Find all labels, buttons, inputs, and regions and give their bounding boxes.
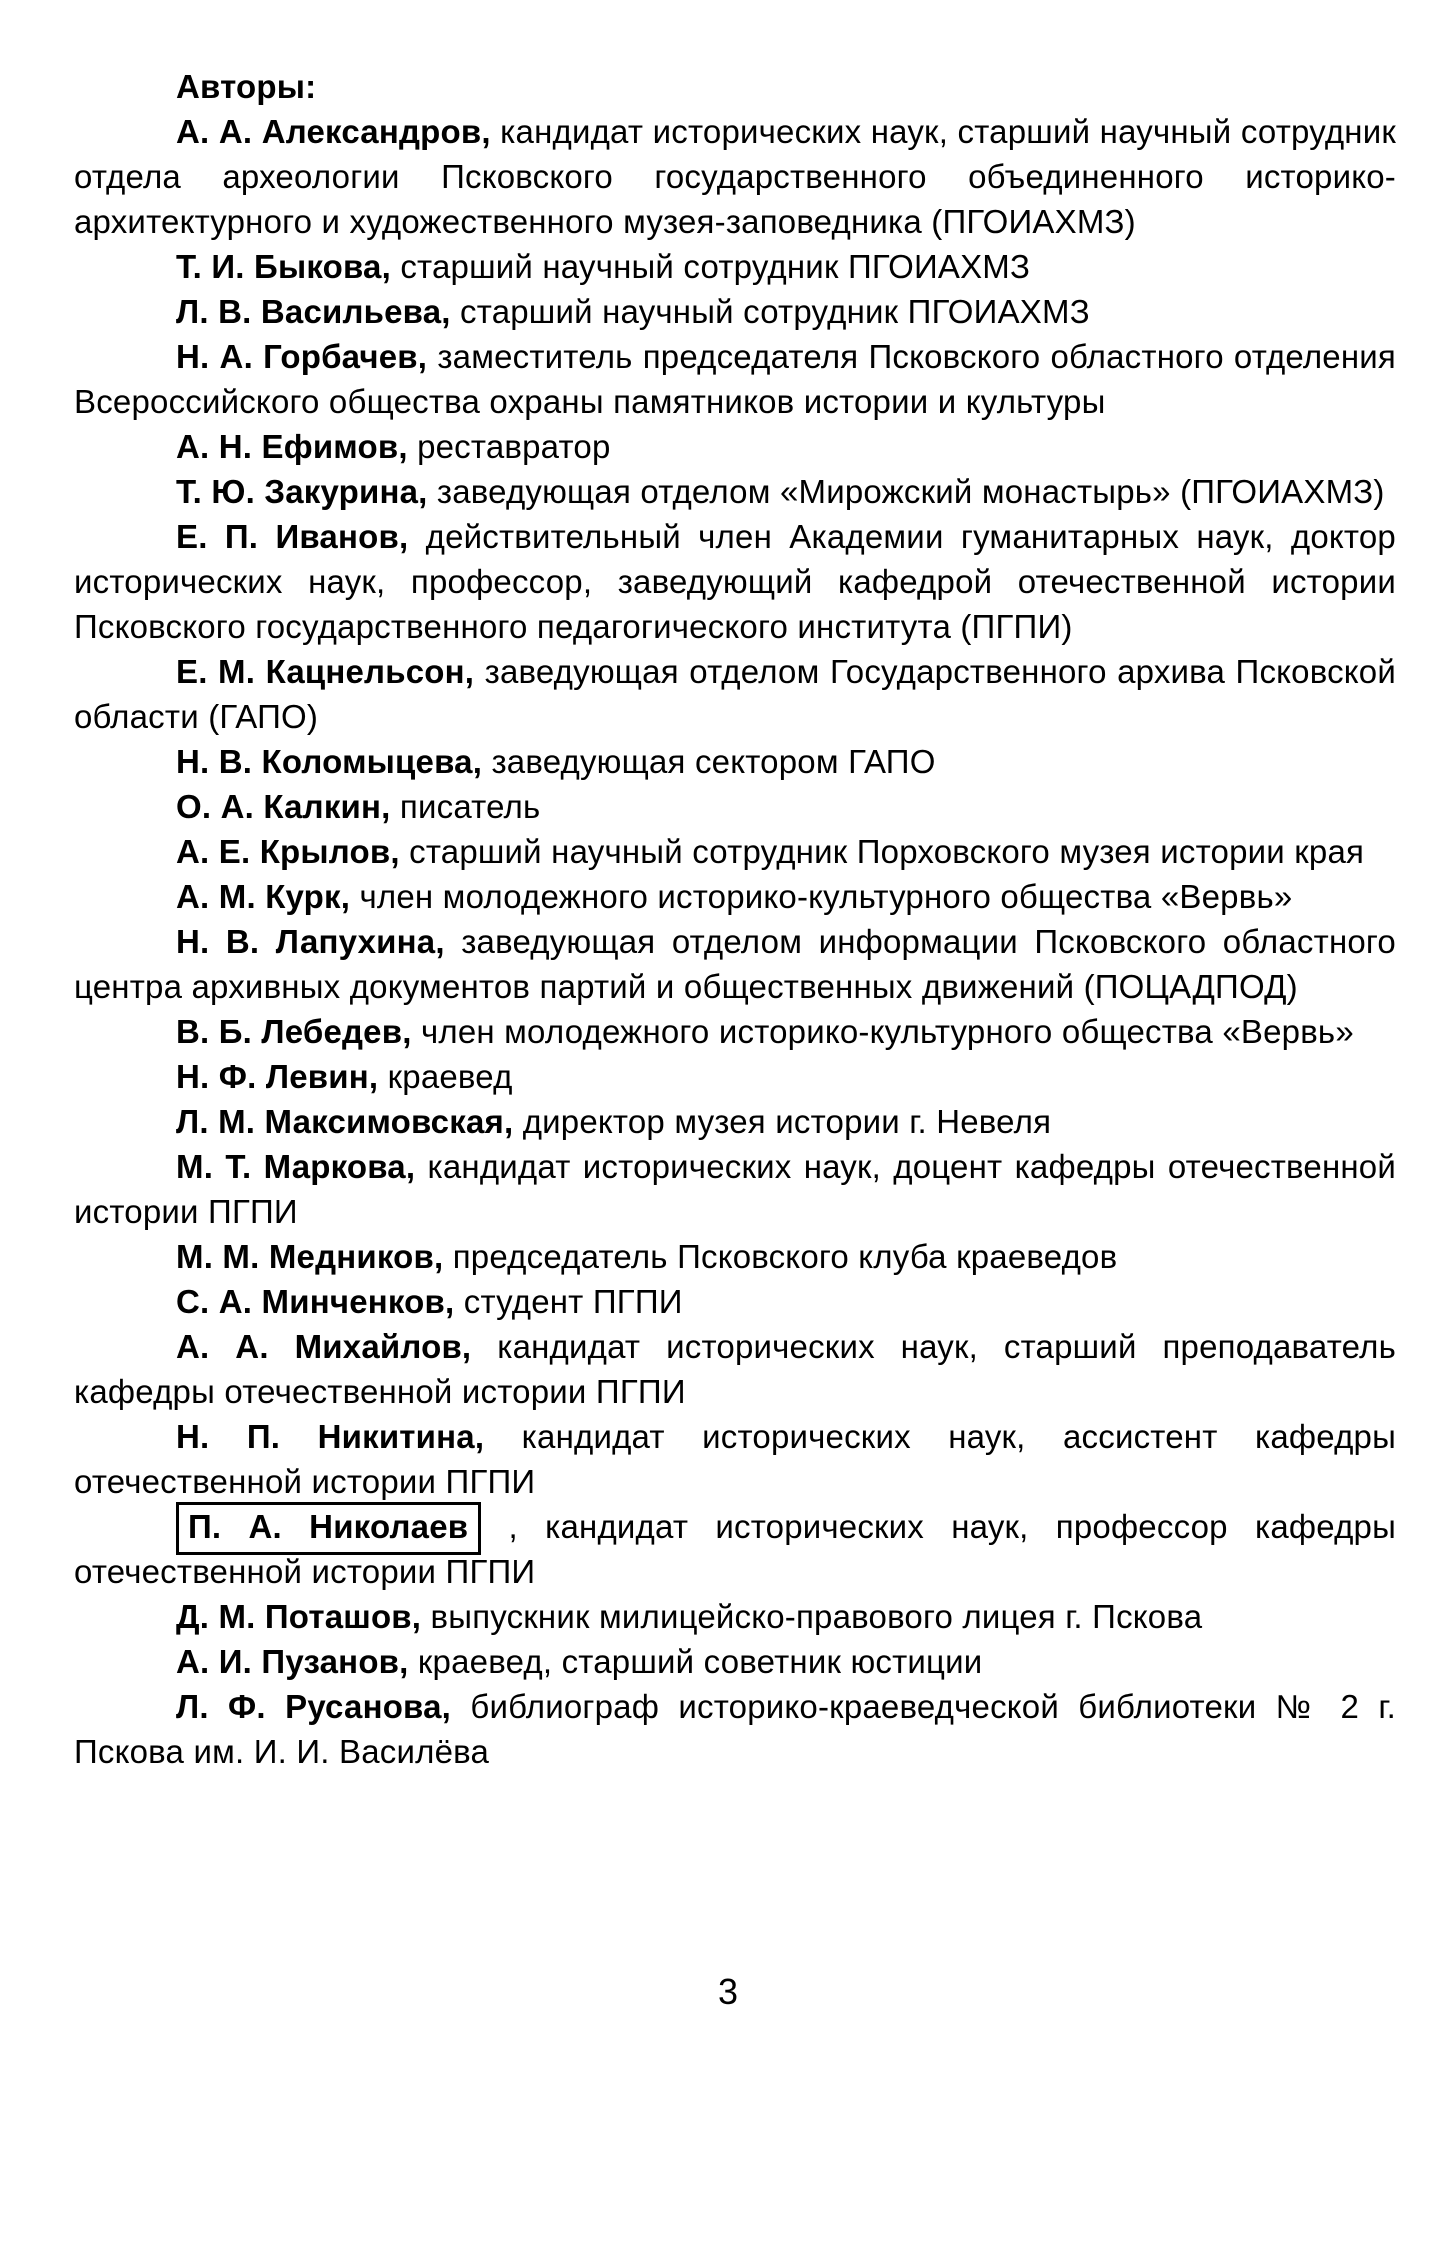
author-description: , кандидат исторических наук, профессор кафедры отечественной истории ПГПИ — [74, 1508, 1396, 1590]
author-description: заведующая сектором ГАПО — [491, 743, 936, 780]
author-entry — [74, 1324, 1396, 1414]
author-description: старший научный сотрудник ПГОИАХМЗ — [400, 248, 1031, 285]
author-name: Л. Ф. Русанова, — [176, 1688, 452, 1725]
author-description: кандидат исторических наук, старший научный сотрудник отдела археологии Псковского государственного объединенного историко-архитектурного и художественного музея-заповедника (ПГОИАХМЗ) — [74, 113, 1396, 240]
author-name: Н. П. Никитина, — [176, 1418, 485, 1455]
author-name: А. М. Курк, — [176, 878, 351, 915]
author-description: кандидат исторических наук, ассистент кафедры отечественной истории ПГПИ — [74, 1418, 1396, 1500]
author-entry — [74, 1234, 1396, 1279]
author-name: С. А. Минченков, — [176, 1283, 455, 1320]
author-name: Н. В. Коломыцева, — [176, 743, 483, 780]
author-name: Н. А. Горбачев, — [176, 338, 428, 375]
author-name: Е. М. Кацнельсон, — [176, 653, 475, 690]
author-description: заместитель председателя Псковского областного отделения Всероссийского общества охраны памятников истории и культуры — [74, 338, 1396, 420]
author-entry — [74, 1279, 1396, 1324]
author-description: краевед — [387, 1058, 513, 1095]
author-description: заведующая отделом «Мирожский монастырь» (ПГОИАХМЗ) — [436, 473, 1385, 510]
authors-heading: Авторы: — [176, 68, 317, 105]
author-entry — [74, 289, 1396, 334]
author-name: В. Б. Лебедев, — [176, 1013, 412, 1050]
author-description: библиограф историко-краеведческой библиотеки № 2 г. Пскова им. И. И. Василёва — [74, 1688, 1397, 1770]
author-entry — [74, 1144, 1396, 1234]
author-entry — [74, 1684, 1396, 1774]
author-description: студент ПГПИ — [463, 1283, 683, 1320]
author-name: Н. Ф. Левин, — [176, 1058, 379, 1095]
author-entry — [74, 1054, 1396, 1099]
author-entry — [74, 874, 1396, 919]
author-description: заведующая отделом Государственного архива Псковской области (ГАПО) — [74, 653, 1396, 735]
author-entry — [74, 649, 1396, 739]
author-name: Т. И. Быкова, — [176, 248, 391, 285]
authors-list — [74, 64, 1396, 1774]
author-description: член молодежного историко-культурного общества «Вервь» — [420, 1013, 1354, 1050]
author-name: М. Т. Маркова, — [176, 1148, 416, 1185]
author-name: О. А. Калкин, — [176, 788, 391, 825]
author-description: краевед, старший советник юстиции — [417, 1643, 983, 1680]
author-description: кандидат исторических наук, доцент кафедры отечественной истории ПГПИ — [74, 1148, 1396, 1230]
author-entry — [74, 784, 1396, 829]
author-entry — [74, 1504, 1396, 1594]
author-entry — [74, 1414, 1396, 1504]
author-name: Д. М. Поташов, — [176, 1598, 422, 1635]
author-description: директор музея истории г. Невеля — [522, 1103, 1052, 1140]
author-entry — [74, 1099, 1396, 1144]
author-description: писатель — [399, 788, 541, 825]
author-name: А. А. Александров, — [176, 113, 491, 150]
author-description: выпускник милицейско-правового лицея г. Пскова — [430, 1598, 1203, 1635]
author-name: А. И. Пузанов, — [176, 1643, 409, 1680]
author-name: Т. Ю. Закурина, — [176, 473, 428, 510]
author-name: Н. В. Лапухина, — [176, 923, 445, 960]
author-entry — [74, 739, 1396, 784]
author-entry — [74, 829, 1396, 874]
author-description: член молодежного историко-культурного общества «Вервь» — [359, 878, 1293, 915]
author-description: председатель Псковского клуба краеведов — [452, 1238, 1118, 1275]
page-number: 3 — [717, 1971, 739, 2012]
author-description: действительный член Академии гуманитарных наук, доктор исторических наук, профессор, заведующий кафедрой отечественной истории Псковского государственного педагогического института (ПГПИ) — [74, 518, 1396, 645]
author-name: А. Е. Крылов, — [176, 833, 400, 870]
author-name: Л. В. Васильева, — [176, 293, 451, 330]
author-description: реставратор — [417, 428, 611, 465]
author-entry — [74, 1594, 1396, 1639]
author-name: П. А. Николаев — [176, 1502, 481, 1555]
author-entry — [74, 1639, 1396, 1684]
author-name: Е. П. Иванов, — [176, 518, 409, 555]
author-name: А. А. Михайлов, — [176, 1328, 472, 1365]
author-description: старший научный сотрудник Порховского музея истории края — [409, 833, 1365, 870]
author-entry — [74, 424, 1396, 469]
author-name: М. М. Медников, — [176, 1238, 444, 1275]
author-entry — [74, 334, 1396, 424]
author-entry — [74, 244, 1396, 289]
author-entry — [74, 919, 1396, 1009]
author-description: заведующая отделом информации Псковского областного центра архивных документов партий и общественных движений (ПОЦАДПОД) — [74, 923, 1396, 1005]
author-name: А. Н. Ефимов, — [176, 428, 408, 465]
author-description: старший научный сотрудник ПГОИАХМЗ — [460, 293, 1090, 330]
author-description: кандидат исторических наук, старший преподаватель кафедры отечественной истории ПГПИ — [74, 1328, 1396, 1410]
author-entry — [74, 514, 1396, 649]
author-entry — [74, 109, 1396, 244]
author-entry — [74, 1009, 1396, 1054]
author-entry — [74, 469, 1396, 514]
author-name: Л. М. Максимовская, — [176, 1103, 514, 1140]
